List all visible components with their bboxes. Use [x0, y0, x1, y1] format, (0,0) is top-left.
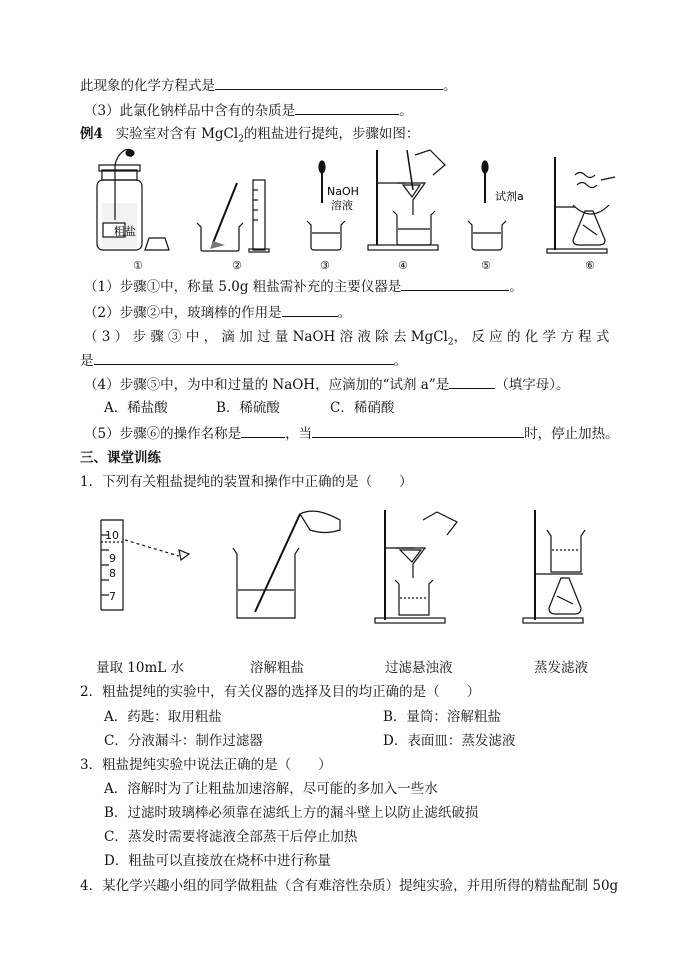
- training-question-3: 3．粗盐提纯实验中说法正确的是（ ）: [80, 757, 332, 773]
- t2-option-a[interactable]: A．药匙：取用粗盐: [104, 709, 222, 725]
- text: （2）步骤②中，玻璃棒的作用是: [84, 305, 282, 321]
- evaporation-beaker-icon: [523, 510, 585, 623]
- text: ，当: [285, 426, 313, 442]
- line-impurity: （3）此氯化钠样品中含有的杂质是 。: [84, 100, 413, 121]
- text: 的粗盐进行提纯，步骤如图：: [243, 126, 420, 142]
- cylinder-tick: 8: [109, 567, 116, 580]
- cylinder-tick: 10: [105, 529, 119, 542]
- t3-option-d[interactable]: D．粗盐可以直接放在烧杯中进行称量: [104, 853, 331, 869]
- example4-apparatus-figure: [85, 145, 620, 273]
- filtration-apparatus-icon: [368, 150, 445, 250]
- naoh-label-2: 溶液: [331, 199, 353, 212]
- text: （填字母）。: [495, 377, 570, 393]
- answer-blank[interactable]: [282, 302, 338, 317]
- text: （3）此氯化钠样品中含有的杂质是: [84, 103, 296, 119]
- q4-option-c[interactable]: C．稀硝酸: [330, 400, 395, 416]
- text: （4）步骤⑤中，为中和过量的 NaOH，应滴加的“试剂 a”是: [84, 377, 450, 393]
- t2-option-c[interactable]: C．分液漏斗：制作过滤器: [104, 733, 263, 749]
- dropper-reagent-icon: [468, 161, 506, 250]
- text: （ 3 ） 步 骤 ③ 中 ， 滴 加 过 量 NaOH 溶 液 除 去 MgCl: [84, 329, 448, 345]
- question-3a: [84, 327, 609, 353]
- q4-option-b[interactable]: B．稀硫酸: [216, 400, 280, 416]
- text: 此现象的化学方程式是: [80, 78, 215, 94]
- subscript: 2: [238, 134, 244, 145]
- cylinder-tick: 7: [109, 590, 116, 603]
- text: 是: [80, 353, 94, 369]
- t2-option-d[interactable]: D．表面皿：蒸发滤液: [383, 733, 516, 749]
- subscript: 2: [447, 337, 454, 348]
- step-number: ②: [232, 259, 242, 272]
- training-apparatus-figure: [95, 500, 615, 650]
- text: （1）步骤①中，称量 5.0g 粗盐需补充的主要仪器是: [84, 279, 402, 295]
- text: 实验室对含有 MgCl: [115, 126, 239, 142]
- question-5: [84, 423, 619, 444]
- jar-label: 粗盐: [114, 225, 136, 238]
- answer-blank[interactable]: [401, 276, 509, 291]
- training-question-2: 2．粗盐提纯的实验中，有关仪器的选择及目的均正确的是（ ）: [80, 684, 481, 700]
- answer-blank[interactable]: [215, 75, 443, 90]
- evaporation-apparatus-icon: [547, 157, 615, 253]
- text: ， 反 应 的 化 学 方 程 式: [453, 329, 610, 345]
- beaker-rod-icon: [197, 183, 243, 251]
- answer-blank[interactable]: [241, 423, 285, 438]
- q4-option-a[interactable]: A．稀盐酸: [104, 400, 168, 416]
- caption-evaporate: 蒸发滤液: [534, 660, 588, 676]
- measuring-cylinder-icon: [249, 180, 269, 252]
- naoh-label: NaOH: [327, 185, 359, 198]
- question-4: [84, 374, 569, 395]
- text: （5）步骤⑥的操作名称是: [84, 426, 242, 442]
- step-number: ③: [320, 259, 330, 272]
- answer-blank[interactable]: [449, 374, 495, 389]
- t2-option-b[interactable]: B．量筒：溶解粗盐: [383, 709, 501, 725]
- question-1: （1）步骤①中，称量 5.0g 粗盐需补充的主要仪器是 。: [84, 276, 523, 297]
- reagent-label: 试剂a: [495, 190, 524, 203]
- caption-dissolve: 溶解粗盐: [250, 660, 304, 676]
- step-number: ⑥: [585, 259, 595, 272]
- step-number: ⑤: [481, 259, 491, 272]
- example-label: 例4: [80, 126, 103, 142]
- caption-measure: 量取 10mL 水: [96, 660, 185, 676]
- t3-option-b[interactable]: B．过滤时玻璃棒必须靠在滤纸上方的漏斗壁上以防止滤纸破损: [104, 805, 479, 821]
- filtration-icon: [375, 510, 457, 623]
- section-heading: 三、课堂训练: [80, 450, 161, 466]
- t3-option-a[interactable]: A．溶解时为了让粗盐加速溶解，尽可能的多加入一些水: [104, 781, 438, 797]
- t3-option-c[interactable]: C．蒸发时需要将滤液全部蒸干后停止加热: [104, 829, 358, 845]
- text: 时，停止加热。: [524, 426, 619, 442]
- training-question-4: 4．某化学兴趣小组的同学做粗盐（含有难溶性杂质）提纯实验，并用所得的精盐配制 50g: [80, 878, 619, 894]
- question-3b: 是 。: [80, 350, 407, 371]
- lid-icon: [145, 238, 169, 250]
- training-question-1: 1．下列有关粗盐提纯的装置和操作中正确的是（ ）: [80, 474, 413, 490]
- answer-blank[interactable]: [295, 100, 399, 115]
- step-number: ①: [133, 259, 143, 272]
- answer-blank[interactable]: [94, 350, 394, 365]
- beaker-dissolve-icon: [233, 511, 340, 618]
- answer-blank[interactable]: [312, 423, 524, 438]
- caption-filter: 过滤悬浊液: [385, 660, 453, 676]
- line-equation: 此现象的化学方程式是 。: [80, 75, 457, 96]
- question-2: （2）步骤②中，玻璃棒的作用是 。: [84, 302, 351, 323]
- cylinder-tick: 9: [109, 552, 116, 565]
- step-number: ④: [398, 259, 408, 272]
